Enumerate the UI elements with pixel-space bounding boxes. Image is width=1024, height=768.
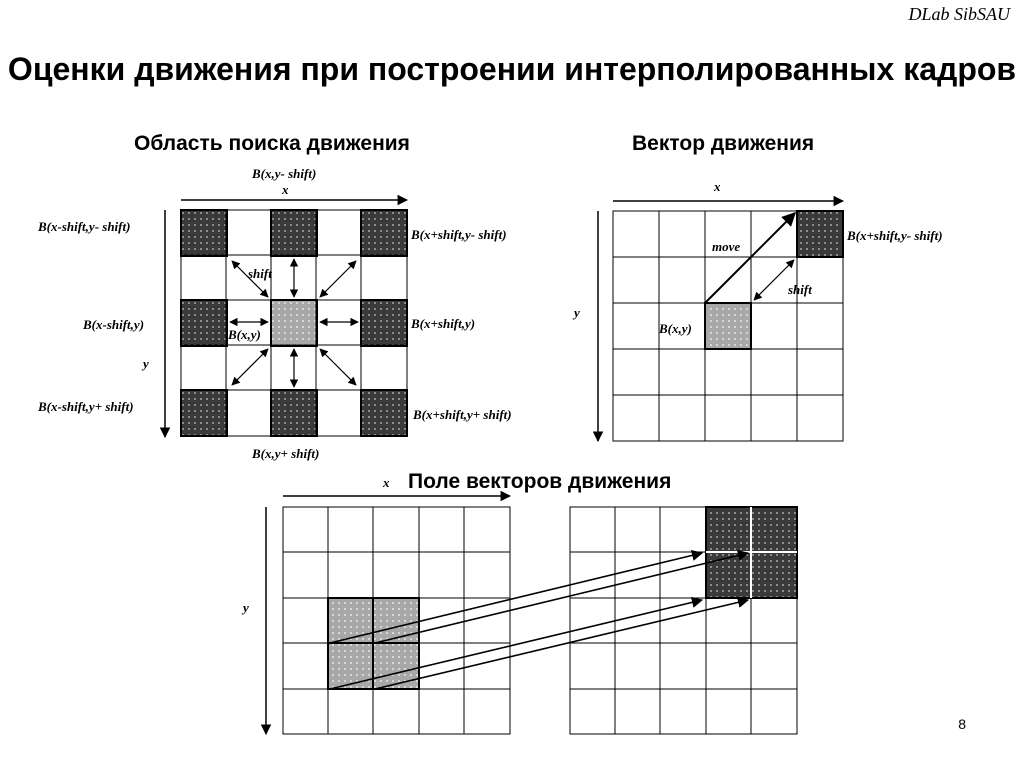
motion-vector-diagram — [598, 201, 843, 441]
page-number: 8 — [958, 716, 966, 732]
block-top-left — [181, 210, 227, 256]
block-top — [271, 210, 317, 256]
label-vector-shift: shift — [788, 282, 812, 297]
label-block-center: B(x,y) — [228, 327, 261, 342]
label-block-bottom: B(x,y+ shift) — [252, 446, 320, 461]
label-block-top: B(x,y- shift) — [252, 166, 317, 181]
source-block — [705, 303, 751, 349]
vector-y-axis-label: y — [574, 305, 580, 320]
label-block-top-left: B(x-shift,y- shift) — [38, 219, 131, 234]
block-right — [361, 300, 407, 346]
label-block-bottom-right: B(x+shift,y+ shift) — [413, 407, 512, 422]
page-title: Оценки движения при построении интерполированных кадров — [7, 51, 1017, 87]
label-block-right: B(x+shift,y) — [411, 316, 476, 331]
move-arrow — [705, 213, 795, 303]
vector-field-title: Поле векторов движения — [408, 470, 672, 493]
block-left — [181, 300, 227, 346]
block-center — [271, 300, 317, 346]
search-x-axis-label: x — [282, 182, 289, 197]
label-block-bottom-left: B(x-shift,y+ shift) — [38, 399, 134, 414]
field-x-axis-label: x — [383, 475, 390, 490]
vector-field-diagram — [266, 496, 797, 734]
label-shift: shift — [248, 266, 272, 281]
motion-vector-title: Вектор движения — [632, 132, 815, 155]
label-source-block: B(x,y) — [659, 321, 692, 336]
search-area-diagram — [165, 200, 407, 437]
search-y-axis-label: y — [143, 356, 149, 371]
block-bottom-right — [361, 390, 407, 436]
label-move: move — [712, 239, 741, 254]
field-y-axis-label: y — [243, 600, 249, 615]
vector-x-axis-label: x — [714, 179, 721, 194]
label-block-top-right: B(x+shift,y- shift) — [411, 227, 507, 242]
label-block-left: B(x-shift,y) — [83, 317, 145, 332]
label-target-block: B(x+shift,y- shift) — [847, 228, 943, 243]
target-block — [797, 211, 843, 257]
block-top-right — [361, 210, 407, 256]
search-area-title: Область поиска движения — [134, 132, 410, 155]
block-bottom — [271, 390, 317, 436]
logo-text: DLab SibSAU — [908, 4, 1010, 24]
block-bottom-left — [181, 390, 227, 436]
